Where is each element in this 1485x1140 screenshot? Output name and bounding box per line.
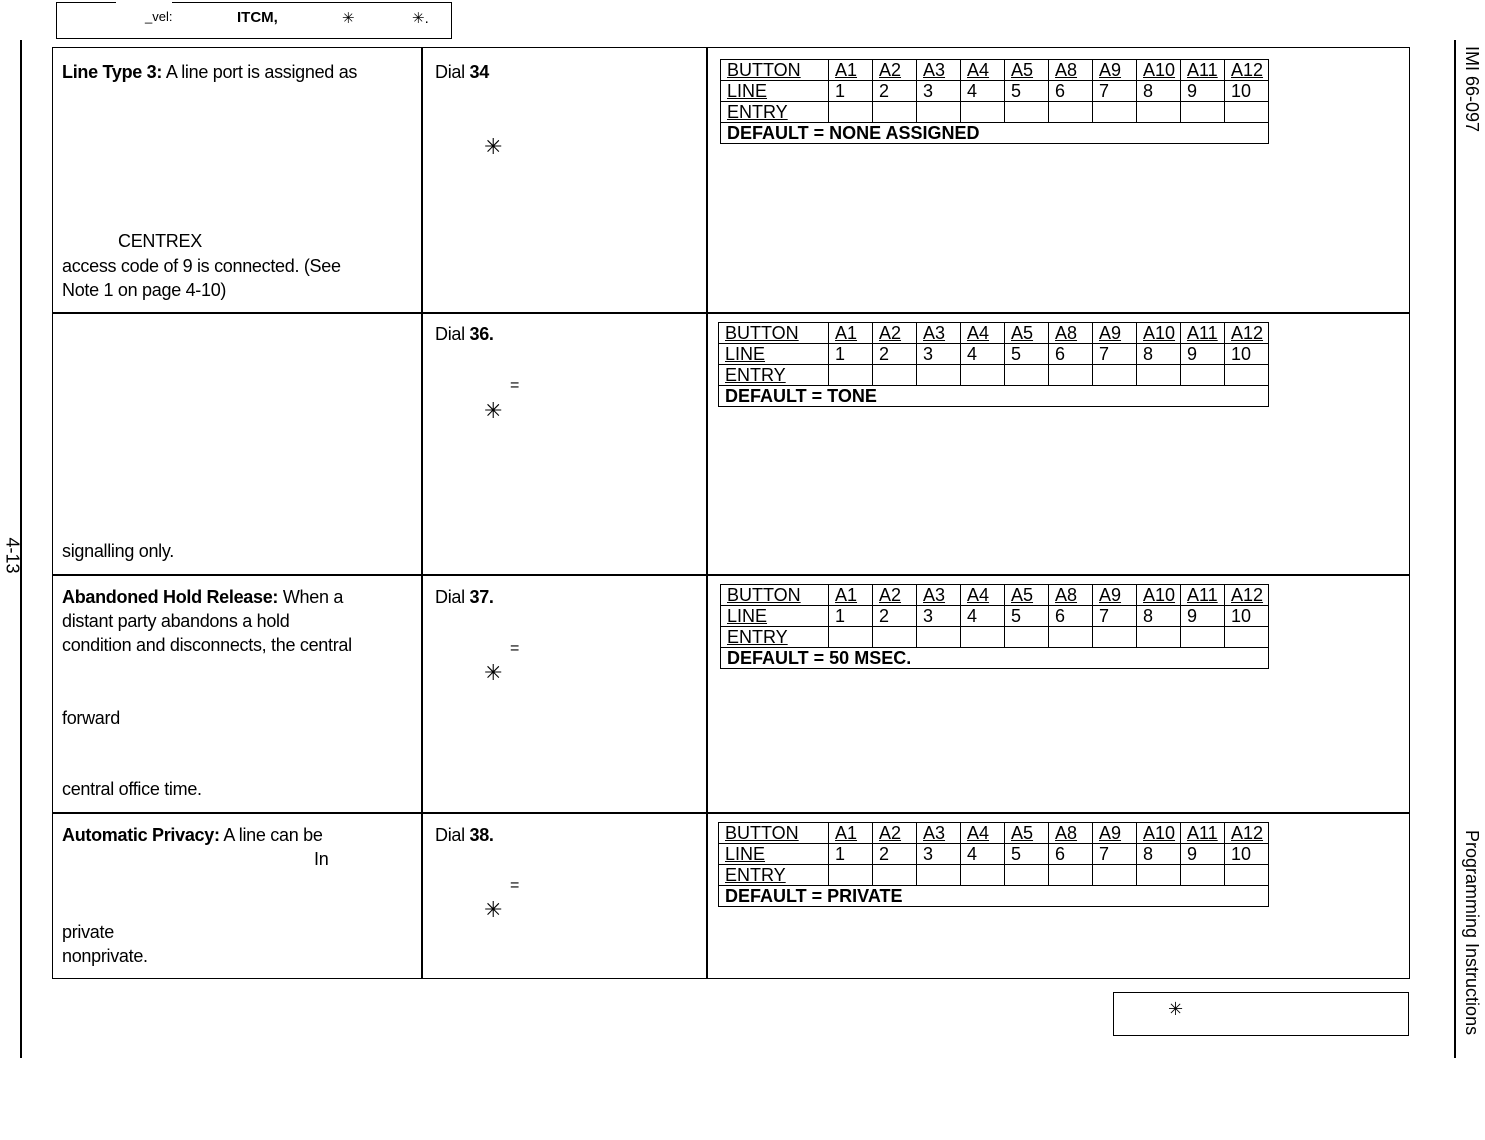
line-cell: 7 <box>1093 844 1137 865</box>
entry-cell[interactable] <box>1225 865 1269 886</box>
entry-cell[interactable] <box>1093 865 1137 886</box>
feature-title: Line Type 3: <box>62 62 163 82</box>
row-divider <box>52 312 1410 314</box>
line-cell: 7 <box>1093 81 1137 102</box>
line-cell: 6 <box>1049 844 1093 865</box>
entry-cell[interactable] <box>1181 627 1225 648</box>
button-cell: A2 <box>873 60 917 81</box>
entry-grid <box>720 59 1269 144</box>
entry-cell[interactable] <box>961 865 1005 886</box>
button-label: BUTTON <box>719 823 829 844</box>
line-cell: 5 <box>1005 606 1049 627</box>
line-label: LINE <box>721 81 829 102</box>
description-line: A line can be <box>223 825 323 845</box>
button-cell: A12 <box>1225 60 1269 81</box>
entry-label: ENTRY <box>719 365 829 386</box>
line-cell: 3 <box>917 844 961 865</box>
side-title-doc-id: IMI 66-097 <box>1462 46 1482 133</box>
button-cell: A2 <box>873 585 917 606</box>
line-cell: 1 <box>829 344 873 365</box>
default-row <box>721 123 1269 144</box>
default-row <box>719 886 1269 907</box>
row-description <box>62 823 323 847</box>
line-cell: 6 <box>1049 606 1093 627</box>
button-label: BUTTON <box>721 585 829 606</box>
line-label: LINE <box>719 344 829 365</box>
line-cell: 6 <box>1049 344 1093 365</box>
line-cell: 10 <box>1225 344 1269 365</box>
entry-grid <box>720 584 1269 669</box>
star-symbol: ✳ <box>342 10 355 27</box>
equals-symbol: = <box>510 877 520 894</box>
description-line: private <box>62 922 114 942</box>
line-cell: 10 <box>1225 844 1269 865</box>
entry-cell[interactable] <box>961 627 1005 648</box>
star-symbol: ✳. <box>412 10 429 27</box>
button-cell: A12 <box>1225 585 1269 606</box>
description-line: Note 1 on page 4-10) <box>62 280 227 300</box>
button-cell: A5 <box>1005 823 1049 844</box>
entry-cell[interactable] <box>873 102 917 123</box>
description-line: access code of 9 is connected. (See <box>62 256 341 276</box>
line-cell: 8 <box>1137 606 1181 627</box>
button-cell: A4 <box>961 323 1005 344</box>
entry-cell[interactable] <box>917 627 961 648</box>
entry-cell[interactable] <box>1049 627 1093 648</box>
button-row <box>721 60 1269 81</box>
button-cell: A11 <box>1181 60 1225 81</box>
dial-instruction <box>435 60 489 84</box>
button-cell: A1 <box>829 323 873 344</box>
line-cell: 8 <box>1137 344 1181 365</box>
button-cell: A9 <box>1093 60 1137 81</box>
description-line: distant party abandons a hold <box>62 611 290 631</box>
entry-cell[interactable] <box>1049 365 1093 386</box>
default-value: DEFAULT = TONE <box>719 386 1269 407</box>
entry-cell[interactable] <box>1137 102 1181 123</box>
button-cell: A11 <box>1181 585 1225 606</box>
line-cell: 3 <box>917 81 961 102</box>
button-cell: A9 <box>1093 585 1137 606</box>
dial-code: 34 <box>469 62 489 82</box>
dial-code: 36. <box>469 324 494 344</box>
entry-cell[interactable] <box>829 627 873 648</box>
line-cell: 1 <box>829 606 873 627</box>
button-cell: A4 <box>961 823 1005 844</box>
button-cell: A2 <box>873 323 917 344</box>
description-line: When a <box>282 587 344 607</box>
line-cell: 2 <box>873 844 917 865</box>
button-cell: A4 <box>961 60 1005 81</box>
entry-cell[interactable] <box>829 365 873 386</box>
entry-cell[interactable] <box>917 865 961 886</box>
star-symbol: ✳ <box>1168 999 1184 1019</box>
entry-cell[interactable] <box>961 365 1005 386</box>
row-divider <box>52 812 1410 814</box>
entry-grid <box>718 322 1269 407</box>
column-divider <box>706 47 708 979</box>
entry-cell[interactable] <box>1005 365 1049 386</box>
description-line: In <box>314 849 329 869</box>
entry-row <box>719 365 1269 386</box>
equals-symbol: = <box>510 377 520 394</box>
line-row <box>719 344 1269 365</box>
default-value: DEFAULT = PRIVATE <box>719 886 1269 907</box>
button-cell: A3 <box>917 823 961 844</box>
line-cell: 5 <box>1005 344 1049 365</box>
header-box <box>56 2 452 39</box>
entry-cell[interactable] <box>1181 102 1225 123</box>
feature-title: Automatic Privacy: <box>62 825 220 845</box>
row-description <box>62 585 343 609</box>
row-description <box>62 60 357 84</box>
description-line: forward <box>62 708 120 728</box>
button-cell: A8 <box>1049 323 1093 344</box>
entry-cell[interactable] <box>1093 627 1137 648</box>
feature-title: Abandoned Hold Release: <box>62 587 279 607</box>
entry-cell[interactable] <box>1225 102 1269 123</box>
entry-cell[interactable] <box>917 365 961 386</box>
right-margin-rule <box>1454 40 1456 1058</box>
entry-cell[interactable] <box>829 865 873 886</box>
button-label: BUTTON <box>721 60 829 81</box>
button-cell: A12 <box>1225 823 1269 844</box>
line-cell: 9 <box>1181 81 1225 102</box>
entry-cell[interactable] <box>961 102 1005 123</box>
button-cell: A3 <box>917 60 961 81</box>
button-cell: A1 <box>829 823 873 844</box>
button-cell: A4 <box>961 585 1005 606</box>
entry-cell[interactable] <box>1005 102 1049 123</box>
button-cell: A1 <box>829 585 873 606</box>
line-cell: 4 <box>961 606 1005 627</box>
line-cell: 9 <box>1181 344 1225 365</box>
entry-grid <box>718 822 1269 907</box>
button-cell: A1 <box>829 60 873 81</box>
button-label: BUTTON <box>719 323 829 344</box>
line-cell: 7 <box>1093 344 1137 365</box>
button-cell: A10 <box>1137 60 1181 81</box>
line-cell: 4 <box>961 344 1005 365</box>
equals-symbol: = <box>510 640 520 657</box>
line-cell: 2 <box>873 606 917 627</box>
header-tab-gap <box>116 0 172 4</box>
button-cell: A8 <box>1049 60 1093 81</box>
button-cell: A11 <box>1181 823 1225 844</box>
button-row <box>719 823 1269 844</box>
entry-cell[interactable] <box>1181 865 1225 886</box>
star-symbol: ✳ <box>484 134 503 159</box>
entry-cell[interactable] <box>1137 365 1181 386</box>
line-cell: 3 <box>917 606 961 627</box>
footer-box <box>1113 992 1409 1036</box>
entry-label: ENTRY <box>721 627 829 648</box>
entry-cell[interactable] <box>917 102 961 123</box>
row-divider <box>52 574 1410 576</box>
description-line: signalling only. <box>62 541 174 561</box>
line-label: LINE <box>721 606 829 627</box>
button-cell: A9 <box>1093 823 1137 844</box>
button-cell: A10 <box>1137 823 1181 844</box>
entry-cell[interactable] <box>873 627 917 648</box>
description-line: CENTREX <box>118 231 202 251</box>
description-line: nonprivate. <box>62 946 148 966</box>
default-row <box>721 648 1269 669</box>
button-cell: A3 <box>917 323 961 344</box>
button-cell: A5 <box>1005 585 1049 606</box>
line-row <box>719 844 1269 865</box>
line-row <box>721 81 1269 102</box>
button-cell: A10 <box>1137 323 1181 344</box>
entry-cell[interactable] <box>1005 865 1049 886</box>
line-row <box>721 606 1269 627</box>
button-cell: A3 <box>917 585 961 606</box>
entry-row <box>721 627 1269 648</box>
entry-cell[interactable] <box>1181 365 1225 386</box>
entry-row <box>721 102 1269 123</box>
button-cell: A11 <box>1181 323 1225 344</box>
line-cell: 5 <box>1005 844 1049 865</box>
entry-cell[interactable] <box>1137 627 1181 648</box>
dial-instruction <box>435 322 494 346</box>
line-cell: 10 <box>1225 606 1269 627</box>
button-cell: A5 <box>1005 323 1049 344</box>
entry-cell[interactable] <box>873 365 917 386</box>
dial-prefix: Dial <box>435 825 465 845</box>
default-value: DEFAULT = NONE ASSIGNED <box>721 123 1269 144</box>
line-label: LINE <box>719 844 829 865</box>
dial-prefix: Dial <box>435 324 465 344</box>
button-cell: A8 <box>1049 823 1093 844</box>
side-title-section: Programming Instructions <box>1462 830 1482 1036</box>
entry-cell[interactable] <box>1005 627 1049 648</box>
button-cell: A5 <box>1005 60 1049 81</box>
entry-label: ENTRY <box>721 102 829 123</box>
entry-cell[interactable] <box>1049 865 1093 886</box>
entry-row <box>719 865 1269 886</box>
entry-cell[interactable] <box>873 865 917 886</box>
line-cell: 8 <box>1137 81 1181 102</box>
description-line: condition and disconnects, the central <box>62 635 352 655</box>
dial-code: 38. <box>469 825 494 845</box>
entry-cell[interactable] <box>1225 365 1269 386</box>
button-cell: A2 <box>873 823 917 844</box>
button-cell: A8 <box>1049 585 1093 606</box>
line-cell: 2 <box>873 344 917 365</box>
entry-label: ENTRY <box>719 865 829 886</box>
dial-code: 37. <box>469 587 494 607</box>
line-cell: 9 <box>1181 844 1225 865</box>
page-number: 4-13 <box>2 537 23 574</box>
default-value: DEFAULT = 50 MSEC. <box>721 648 1269 669</box>
button-cell: A12 <box>1225 323 1269 344</box>
column-divider <box>421 47 423 979</box>
description-line: A line port is assigned as <box>165 62 358 82</box>
line-cell: 5 <box>1005 81 1049 102</box>
line-cell: 7 <box>1093 606 1137 627</box>
level-label: _vel: <box>145 9 173 24</box>
button-cell: A10 <box>1137 585 1181 606</box>
dial-instruction <box>435 585 494 609</box>
line-cell: 3 <box>917 344 961 365</box>
line-cell: 2 <box>873 81 917 102</box>
default-row <box>719 386 1269 407</box>
description-line: central office time. <box>62 779 202 799</box>
line-cell: 8 <box>1137 844 1181 865</box>
entry-cell[interactable] <box>1093 102 1137 123</box>
entry-cell[interactable] <box>829 102 873 123</box>
star-symbol: ✳ <box>484 897 503 922</box>
line-cell: 4 <box>961 844 1005 865</box>
entry-cell[interactable] <box>1093 365 1137 386</box>
line-cell: 6 <box>1049 81 1093 102</box>
star-symbol: ✳ <box>484 660 503 685</box>
entry-cell[interactable] <box>1137 865 1181 886</box>
line-cell: 1 <box>829 844 873 865</box>
line-cell: 4 <box>961 81 1005 102</box>
line-cell: 10 <box>1225 81 1269 102</box>
mode-label: ITCM, <box>237 9 278 26</box>
entry-cell[interactable] <box>1225 627 1269 648</box>
entry-cell[interactable] <box>1049 102 1093 123</box>
dial-prefix: Dial <box>435 587 465 607</box>
dial-instruction <box>435 823 494 847</box>
button-row <box>719 323 1269 344</box>
line-cell: 1 <box>829 81 873 102</box>
button-row <box>721 585 1269 606</box>
dial-prefix: Dial <box>435 62 465 82</box>
line-cell: 9 <box>1181 606 1225 627</box>
button-cell: A9 <box>1093 323 1137 344</box>
star-symbol: ✳ <box>484 398 503 423</box>
